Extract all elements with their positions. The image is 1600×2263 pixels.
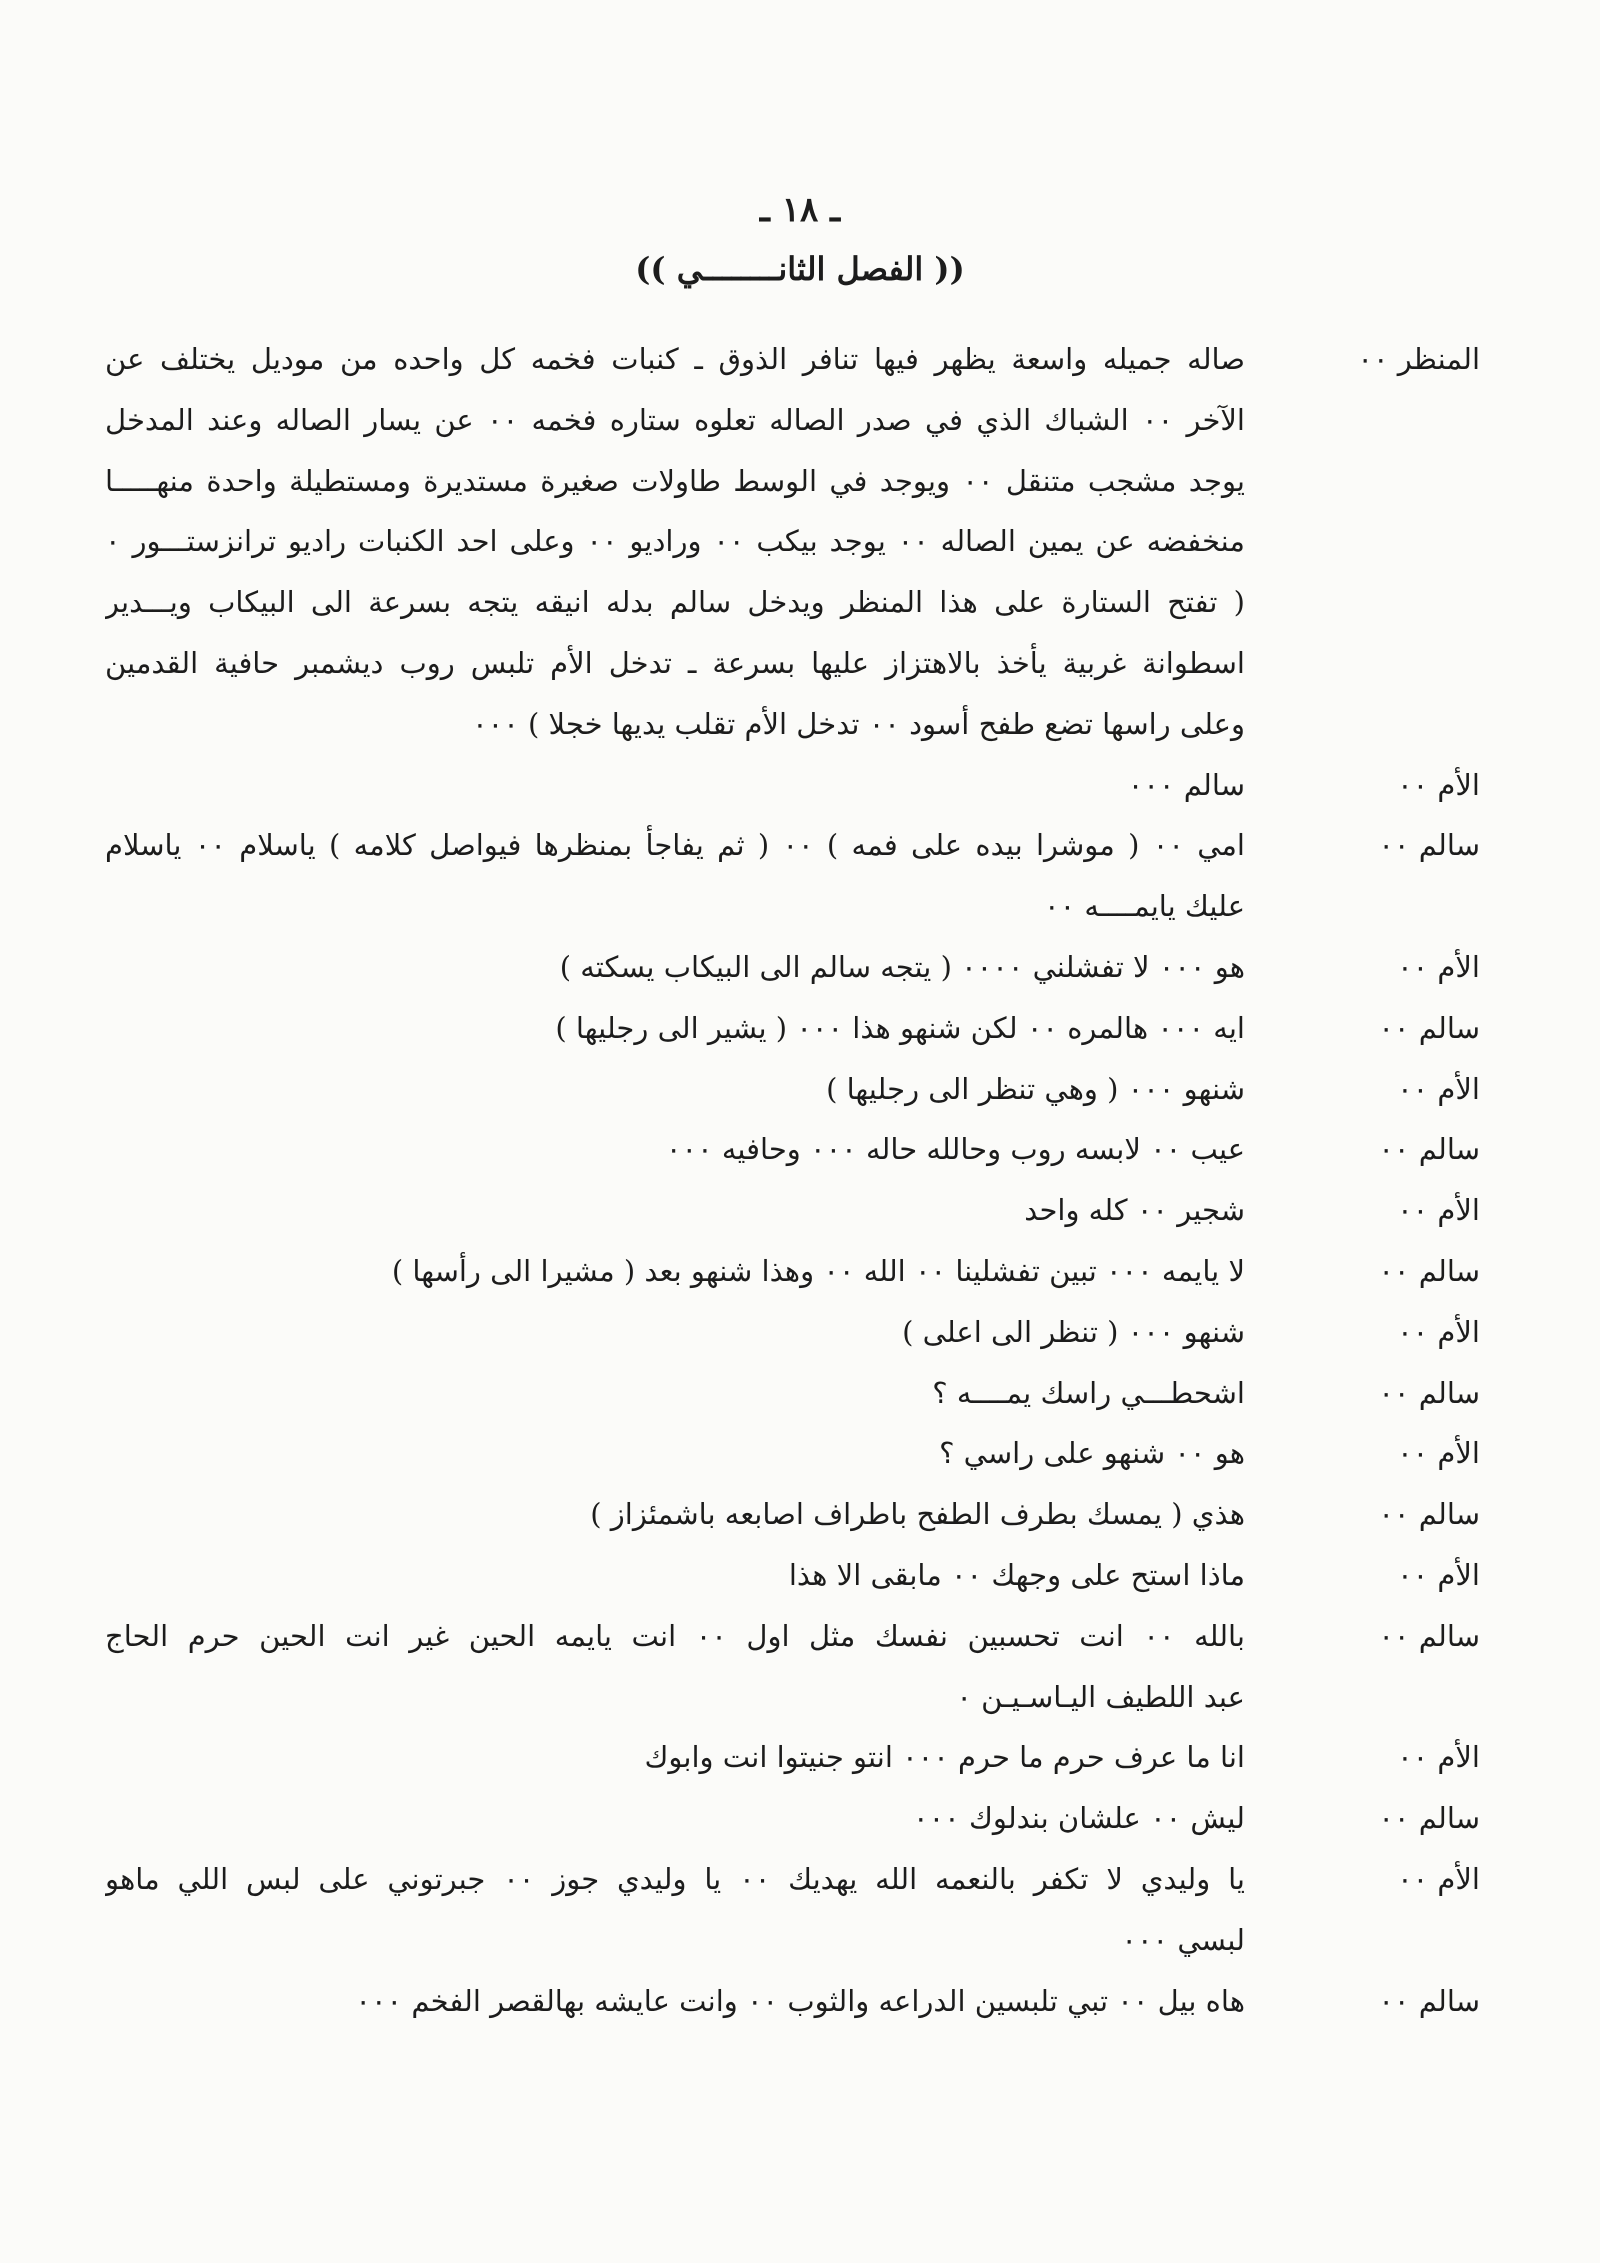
dialogue-text: هذي ( يمسك بطرف الطفح باطراف اصابعه باشمئزاز ) [590,1497,1245,1532]
dialogue-row [100,1364,1500,1424]
dialogue-text: شجير ٠٠ كله واحد [1024,1193,1245,1228]
dialogue-text: وعلى راسها تضع طفح أسود ٠٠ تدخل الأم تقلب يديها خجلا ) ٠٠٠ [472,706,1245,741]
dialogue-text: يوجد مشجب متنقل ٠٠ ويوجد في الوسط طاولات صغيرة مستديرة ومستطيلة واحدة منهـــــا [105,463,1245,498]
dialogue-row [100,1181,1500,1241]
speaker-label: الأم ٠٠ [1397,1740,1480,1775]
dialogue-row [100,1242,1500,1302]
dialogue-row [100,634,1500,694]
speaker-label: سالم ٠٠ [1378,1375,1480,1410]
speaker-label: سالم ٠٠ [1378,1618,1480,1653]
dialogue-row [100,1424,1500,1484]
dialogue-text: منخفضه عن يمين الصاله ٠٠ يوجد بيكب ٠٠ وراديو ٠٠ وعلى احد الكنبات راديو ترانزستـــور ٠ [105,524,1245,559]
dialogue-row [100,1668,1500,1728]
speaker-label: الأم ٠٠ [1397,1071,1480,1106]
dialogue-row [100,999,1500,1059]
dialogue-row [100,330,1500,390]
dialogue-text: اشحطـــي راسك يمــــه ؟ [932,1375,1245,1410]
speaker-label: سالم ٠٠ [1378,1497,1480,1532]
speaker-label: الأم ٠٠ [1397,1558,1480,1592]
dialogue-text: امي ٠٠ ( موشرا بيده على فمه ) ٠٠ ( ثم يفاجأ بمنظرها فيواصل كلامه ) ياسلام ٠٠ ياسلام [105,828,1245,863]
dialogue-text: عبد اللطيف اليـاسـيـن ٠ [956,1679,1245,1714]
dialogue-row [100,1728,1500,1788]
dialogue-text: عيب ٠٠ لابسه روب وحالله حاله ٠٠٠ وحافيه ٠٠٠ [665,1132,1245,1167]
dialogue-text: هاه بيل ٠٠ تبي تلبسين الدراعه والثوب ٠٠ وانت عايشه بهالقصر الفخم ٠٠٠ [355,1983,1245,2018]
dialogue-row [100,877,1500,937]
dialogue-row [100,452,1500,512]
dialogue-row [100,1607,1500,1667]
speaker-label: الأم ٠٠ [1397,767,1480,802]
dialogue-row [100,1972,1500,2032]
dialogue-text: بالله ٠٠ انت تحسبين نفسك مثل اول ٠٠ انت يايمه الحين غير انت الحين حرم الحاج [105,1618,1245,1653]
speaker-label: الأم ٠٠ [1397,950,1480,984]
dialogue-row [100,512,1500,572]
speaker-label: سالم ٠٠ [1378,828,1480,863]
dialogue-text: هو ٠٠ شنهو على راسي ؟ [939,1436,1245,1471]
dialogue-text: لبسي ٠٠٠ [1121,1922,1245,1957]
dialogue-text: هو ٠٠٠ لا تفشلني ٠٠٠٠ ( يتجه سالم الى البيكاب يسكته ) [559,950,1245,984]
dialogue-text: انا ما عرف حرم ما حرم ٠٠٠ انتو جنيتوا انت وابوك [644,1740,1245,1775]
dialogue-row [100,391,1500,451]
speaker-label: سالم ٠٠ [1378,1132,1480,1167]
speaker-label: سالم ٠٠ [1378,1254,1480,1288]
speaker-label: سالم ٠٠ [1378,1801,1480,1836]
dialogue-text: ايه ٠٠٠ هالمره ٠٠ لكن شنهو هذا ٠٠٠ ( يشير الى رجليها ) [555,1010,1245,1045]
dialogue-row [100,1060,1500,1120]
speaker-label: الأم ٠٠ [1397,1314,1480,1349]
speaker-label: الأم ٠٠ [1397,1193,1480,1228]
dialogue-text: ماذا استح على وجهك ٠٠ مابقى الا هذا [788,1558,1245,1592]
dialogue-text: صاله جميله واسعة يظهر فيها تنافر الذوق ـ كنبات فخمه كل واحده من موديل يختلف عن [105,342,1245,376]
dialogue-text: يا وليدي لا تكفر بالنعمه الله يهديك ٠٠ يا وليدي جوز ٠٠ جبرتوني على لبس اللي ماهو [105,1862,1245,1896]
page-number: ـ ١٨ ـ [759,190,841,230]
dialogue-text: ليش ٠٠ علشان بندلوك ٠٠٠ [913,1801,1245,1836]
dialogue-text: شنهو ٠٠٠ ( تنظر الى اعلى ) [902,1314,1245,1349]
dialogue-row [100,1789,1500,1849]
speaker-label: الأم ٠٠ [1397,1862,1480,1896]
dialogue-row [100,1850,1500,1910]
dialogue-row [100,1120,1500,1180]
dialogue-row [100,695,1500,755]
dialogue-text: اسطوانة غربية يأخذ بالاهتزاز عليها بسرعة ـ تدخل الأم تلبس روب ديشمبر حافية القدمين [105,646,1245,680]
dialogue-row [100,1485,1500,1545]
dialogue-text: عليك يايمــــه ٠٠ [1044,889,1245,924]
speaker-label: المنظر ٠٠ [1357,342,1480,376]
speaker-label: الأم ٠٠ [1397,1436,1480,1471]
dialogue-text: ( تفتح الستارة على هذا المنظر ويدخل سالم بدله انيقه يتجه بسرعة الى البيكاب ويـــدير [105,585,1245,620]
dialogue-row [100,938,1500,998]
speaker-label: سالم ٠٠ [1378,1010,1480,1045]
dialogue-row [100,1303,1500,1363]
dialogue-text: سالم ٠٠٠ [1127,767,1245,802]
dialogue-row [100,756,1500,816]
dialogue-text: الآخر ٠٠ الشباك الذي في صدر الصاله تعلوه ستاره فخمه ٠٠ عن يسار الصاله وعند المدخل [105,402,1245,437]
act-title: (( الفصل الثانــــــــي )) [635,250,965,288]
dialogue-row [100,573,1500,633]
speaker-label: سالم ٠٠ [1378,1983,1480,2018]
dialogue-text: شنهو ٠٠٠ ( وهي تنظر الى رجليها ) [826,1071,1245,1106]
dialogue-row [100,1911,1500,1971]
dialogue-text: لا يايمه ٠٠٠ تبين تفشلينا ٠٠ الله ٠٠ وهذا شنهو بعد ( مشيرا الى رأسها ) [391,1254,1245,1288]
dialogue-row [100,816,1500,876]
dialogue-row [100,1546,1500,1606]
